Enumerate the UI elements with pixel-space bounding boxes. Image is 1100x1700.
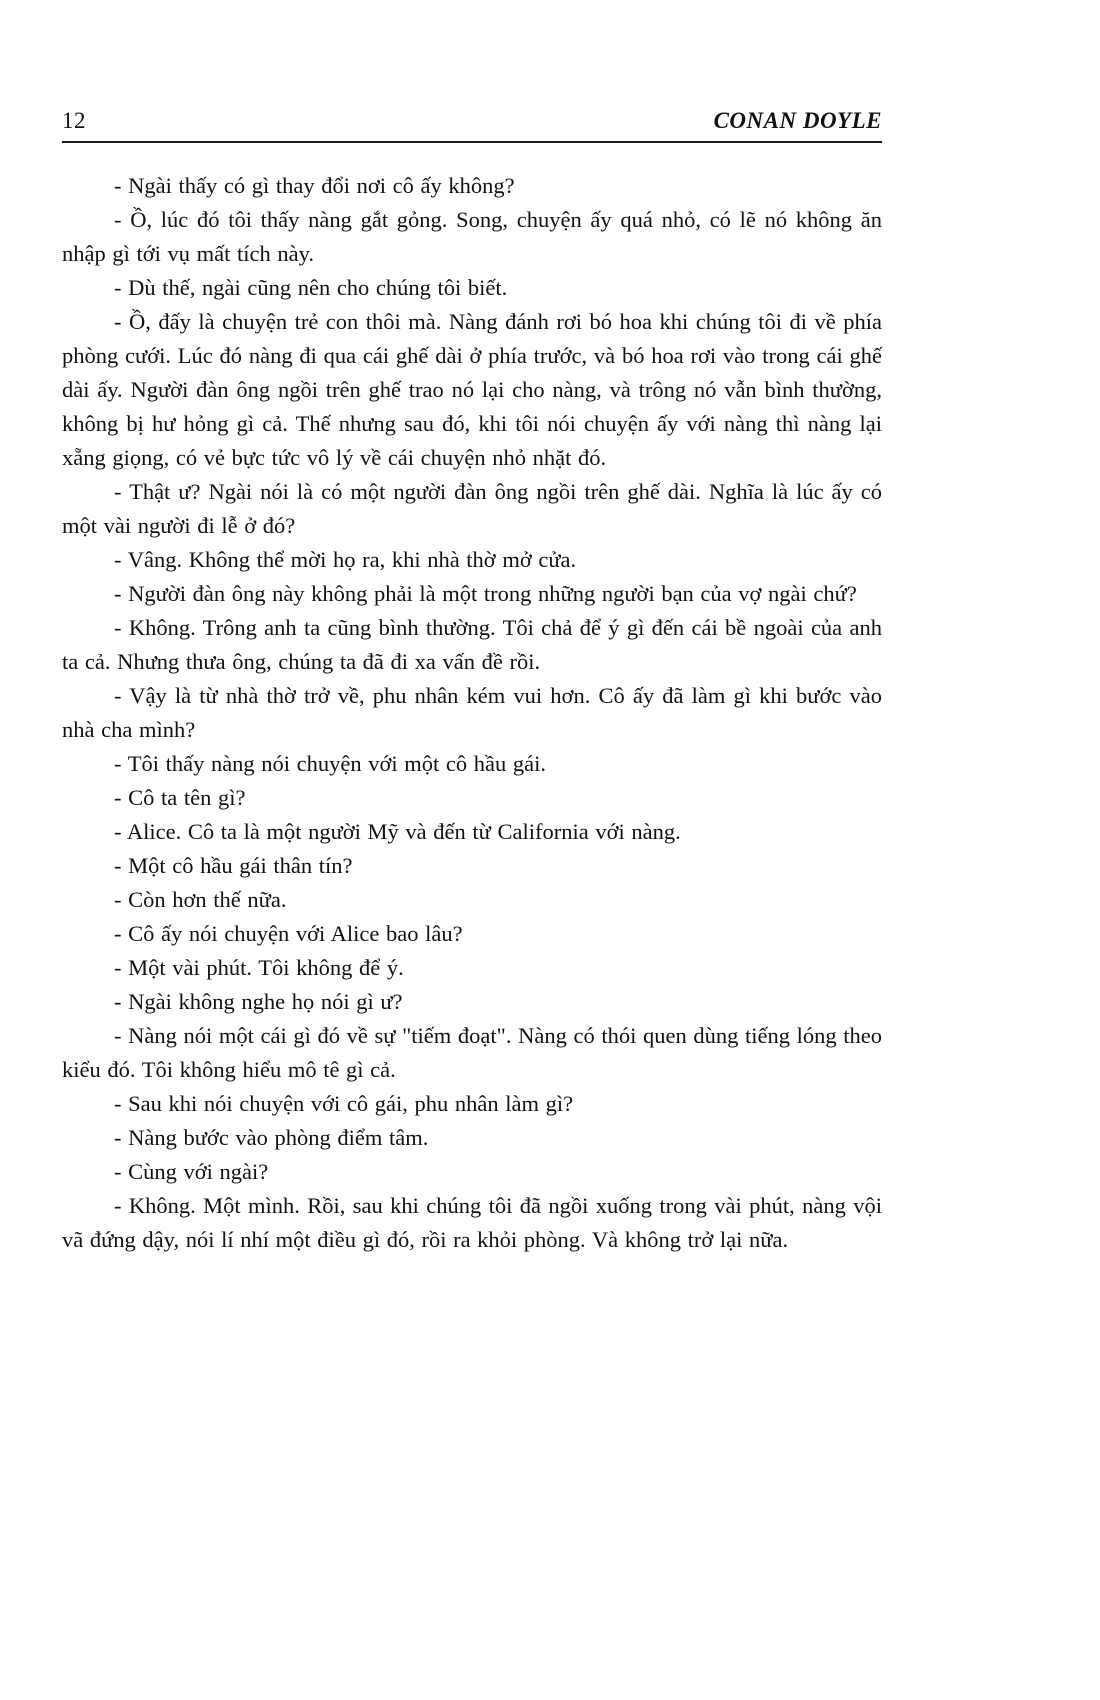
paragraph: - Vâng. Không thể mời họ ra, khi nhà thờ mở cửa. bbox=[114, 547, 577, 572]
paragraph: - Dù thế, ngài cũng nên cho chúng tôi biết. bbox=[114, 275, 508, 300]
paragraph: - Alice. Cô ta là một người Mỹ và đến từ California với nàng. bbox=[114, 819, 681, 844]
page-header bbox=[62, 108, 882, 134]
paragraph: - Tôi thấy nàng nói chuyện với một cô hầu gái. bbox=[114, 751, 547, 776]
page-number: 12 bbox=[62, 108, 86, 133]
paragraph: - Còn hơn thế nữa. bbox=[114, 887, 287, 912]
paragraph: - Ồ, đấy là chuyện trẻ con thôi mà. Nàng đánh rơi bó hoa khi chúng tôi đi về phía phòng cưới. Lúc đó nàng đi qua cái ghế dài ở phía trước, và bó hoa rơi vào trong cái ghế dài ấy. Người đàn ông ngồi trên ghế trao nó lại cho nàng, và trông nó vẫn bình thường, không bị hư hỏng gì cả. Thế nhưng sau đó, khi tôi nói chuyện ấy với nàng thì nàng lại xẵng giọng, có vẻ bực tức vô lý về cái chuyện nhỏ nhặt đó. bbox=[62, 309, 882, 470]
paragraph: - Nàng nói một cái gì đó về sự "tiếm đoạt". Nàng có thói quen dùng tiếng lóng theo kiểu đó. Tôi không hiểu mô tê gì cả. bbox=[62, 1023, 882, 1082]
paragraph: - Thật ư? Ngài nói là có một người đàn ông ngồi trên ghế dài. Nghĩa là lúc ấy có một vài người đi lễ ở đó? bbox=[62, 479, 882, 538]
paragraph: - Người đàn ông này không phải là một trong những người bạn của vợ ngài chứ? bbox=[114, 581, 857, 606]
paragraph: - Không. Một mình. Rồi, sau khi chúng tôi đã ngồi xuống trong vài phút, nàng vội vã đứng dậy, nói lí nhí một điều gì đó, rồi ra khỏi phòng. Và không trở lại nữa. bbox=[62, 1193, 882, 1252]
running-title-author: CONAN DOYLE bbox=[713, 108, 882, 133]
body-text bbox=[62, 169, 882, 1257]
paragraph: - Một cô hầu gái thân tín? bbox=[114, 853, 353, 878]
paragraph: - Cô ấy nói chuyện với Alice bao lâu? bbox=[114, 921, 463, 946]
paragraph: - Nàng bước vào phòng điểm tâm. bbox=[114, 1125, 429, 1150]
paragraph: - Một vài phút. Tôi không để ý. bbox=[114, 955, 404, 980]
paragraph: - Vậy là từ nhà thờ trở về, phu nhân kém vui hơn. Cô ấy đã làm gì khi bước vào nhà cha mình? bbox=[62, 683, 882, 742]
paragraph: - Ồ, lúc đó tôi thấy nàng gắt gỏng. Song, chuyện ấy quá nhỏ, có lẽ nó không ăn nhập gì tới vụ mất tích này. bbox=[62, 207, 882, 266]
paragraph: - Sau khi nói chuyện với cô gái, phu nhân làm gì? bbox=[114, 1091, 574, 1116]
paragraph: - Cùng với ngài? bbox=[114, 1159, 269, 1184]
paragraph: - Ngài thấy có gì thay đổi nơi cô ấy không? bbox=[114, 173, 515, 198]
paragraph: - Cô ta tên gì? bbox=[114, 785, 246, 810]
paragraph: - Không. Trông anh ta cũng bình thường. Tôi chả để ý gì đến cái bề ngoài của anh ta cả. Nhưng thưa ông, chúng ta đã đi xa vấn đề rồi. bbox=[62, 615, 882, 674]
header-rule bbox=[62, 141, 882, 143]
paragraph: - Ngài không nghe họ nói gì ư? bbox=[114, 989, 403, 1014]
